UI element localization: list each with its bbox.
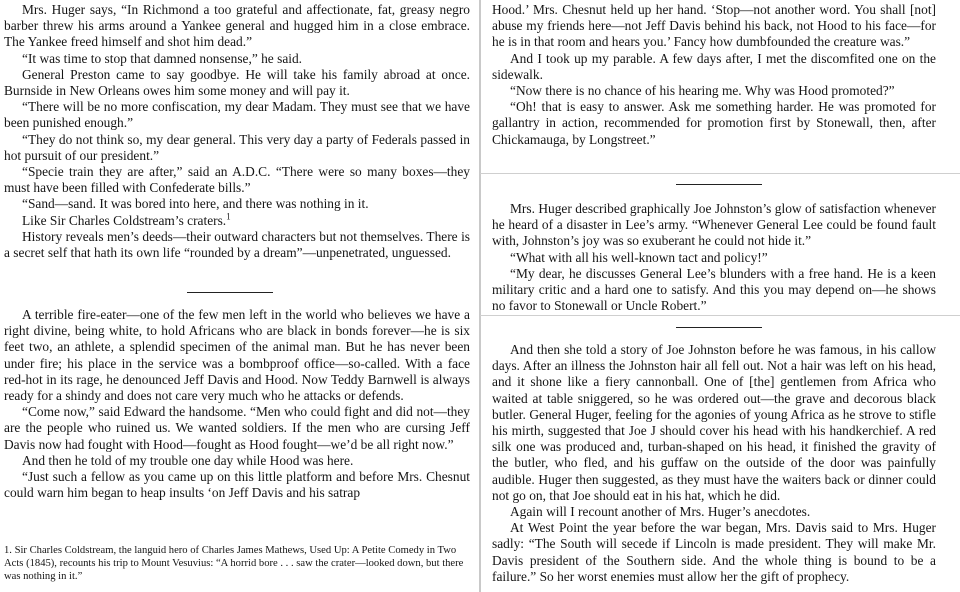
paragraph: “Specie train they are after,” said an A.D.C. “There were so many boxes—they must have been filled with Confederate bills.” bbox=[4, 164, 470, 196]
right-middle-section bbox=[492, 201, 936, 314]
paragraph: “There will be no more confiscation, my dear Madam. They must see that we have been punished enough.” bbox=[4, 99, 470, 131]
left-top-section bbox=[4, 2, 470, 261]
paragraph: “Oh! that is easy to answer. Ask me something harder. He was promoted for gallantry in action, recommended for promotion first by Stonewall, then, after Chickamauga, by Longstreet.” bbox=[492, 99, 936, 147]
paragraph: General Preston came to say goodbye. He will take his family abroad at once. Burnside in New Orleans owes him some money and will pay it. bbox=[4, 66, 470, 99]
paragraph: Hood.’ Mrs. Chesnut held up her hand. ‘Stop—not another word. You shall [not] abuse my friends here—not Jeff Davis behind his back, not Hood to his face—for he is in that room and hears you.’ Fancy how dumbfounded the creature was.” bbox=[492, 2, 936, 50]
paragraph: “Now there is no chance of his hearing me. Why was Hood promoted?” bbox=[510, 83, 895, 99]
paragraph: “Sand—sand. It was bored into here, and there was nothing in it. bbox=[22, 196, 369, 212]
paragraph: History reveals men’s deeds—their outward characters but not themselves. There is a secret self that hath its own life “rounded by a dream”—unpenetrated, unguessed. bbox=[4, 228, 470, 261]
paragraph: Again will I recount another of Mrs. Huger’s anecdotes. bbox=[510, 504, 811, 520]
right-page bbox=[480, 0, 960, 592]
section-divider-line bbox=[480, 315, 960, 316]
section-separator-rule bbox=[676, 184, 762, 185]
footnote-marker[interactable]: 1 bbox=[226, 211, 231, 222]
left-bottom-section bbox=[4, 307, 470, 501]
paragraph: “Just such a fellow as you came up on this little platform and before Mrs. Chesnut could warn him began to heap insults ‘on Jeff Davis and his satrap bbox=[4, 469, 470, 501]
right-top-section bbox=[492, 2, 936, 148]
right-bottom-section bbox=[492, 342, 936, 585]
paragraph: “My dear, he discusses General Lee’s blunders with a free hand. He is a keen military critic and a hard one to satisfy. And this you may depend on—he shows no favor to Stonewall or Uncle Robert.” bbox=[492, 265, 936, 314]
section-separator-rule bbox=[187, 292, 273, 293]
section-separator-rule bbox=[676, 327, 762, 328]
paragraph: Mrs. Huger described graphically Joe Johnston’s glow of satisfaction whenever he heard of a disaster in Lee’s army. “Whenever General Lee could be found fault with, Johnston’s joy was so exuberant he could not hide it.” bbox=[492, 201, 936, 249]
paragraph: “What with all his well-known tact and policy!” bbox=[510, 249, 768, 265]
paragraph: At West Point the year before the war began, Mrs. Davis said to Mrs. Huger sadly: “The South will secede if Lincoln is made president. They will make Mr. Davis president of the Southern side. And the whole thing is bound to be a failure.” So her worst enemies must allow her the gift of prophecy. bbox=[492, 520, 936, 584]
paragraph: Mrs. Huger says, “In Richmond a too grateful and affectionate, fat, greasy negro barber threw his arms around a Yankee general and hugged him in a close embrace. The Yankee freed himself and shot him dead.” bbox=[4, 2, 470, 50]
paragraph-text: Like Sir Charles Coldstream’s craters. bbox=[22, 212, 227, 228]
footnote-text: 1. Sir Charles Coldstream, the languid hero of Charles James Mathews, Used Up: A Petite Comedy in Two Acts (1845), recounts his trip to Mount Vesuvius: “A horrid bore . . . saw the crater—looked down, but there was nothing in it.” bbox=[4, 545, 464, 582]
paragraph: “Come now,” said Edward the handsome. “Men who could fight and did not—they are the people who ruined us. We wanted soldiers. If the men who are cursing Jeff Davis now had fought with Hood—fought as Hood fought—we’d be all right now.” bbox=[4, 404, 470, 452]
paragraph-with-footnote bbox=[4, 213, 470, 229]
paragraph: “It was time to stop that damned nonsense,” he said. bbox=[22, 50, 303, 66]
footnote bbox=[4, 545, 470, 583]
section-divider-line bbox=[480, 173, 960, 174]
paragraph: “They do not think so, my dear general. This very day a party of Federals passed in hot pursuit of our president.” bbox=[4, 131, 470, 163]
paragraph: And then he told of my trouble one day while Hood was here. bbox=[22, 452, 354, 468]
paragraph: A terrible fire-eater—one of the few men left in the world who believes we have a right divine, being white, to hold Africans who are black in bonds forever—he is six feet two, an athlete, a splendid specimen of the animal man. But he has never been under fire; his place in the service was a bombproof office—so-called. With a face red-hot in its rage, he denounced Jeff Davis and Hood. Now Teddy Barnwell is always ready for a shindy and does not care very much who he attacks or defends. bbox=[4, 307, 470, 404]
paragraph: And I took up my parable. A few days after, I met the discomfited one on the sidewalk. bbox=[492, 50, 936, 82]
paragraph: And then she told a story of Joe Johnston before he was famous, in his callow days. After an illness the Johnston hair all fell out. Not a hair was left on his head, and it shone like a fiery cannonball. One of [the] gentlemen from Africa who waited at table sniggered, so he was ordered out—the grave and decorous black butler. General Huger, feeling for the agonies of young Africa as he strove to stifle his mirth, suggested that Joe J should cover his head with his handkerchief. A red silk one was produced and, turban-shaped on his head, it finished the gravity of the butler, who fled, and his guffaw on the outside of the door was painfully audible. Huger then suggested, as they must have the waiters back or dinner could not go on, that Joe should eat in his hat, which he did. bbox=[492, 342, 936, 503]
